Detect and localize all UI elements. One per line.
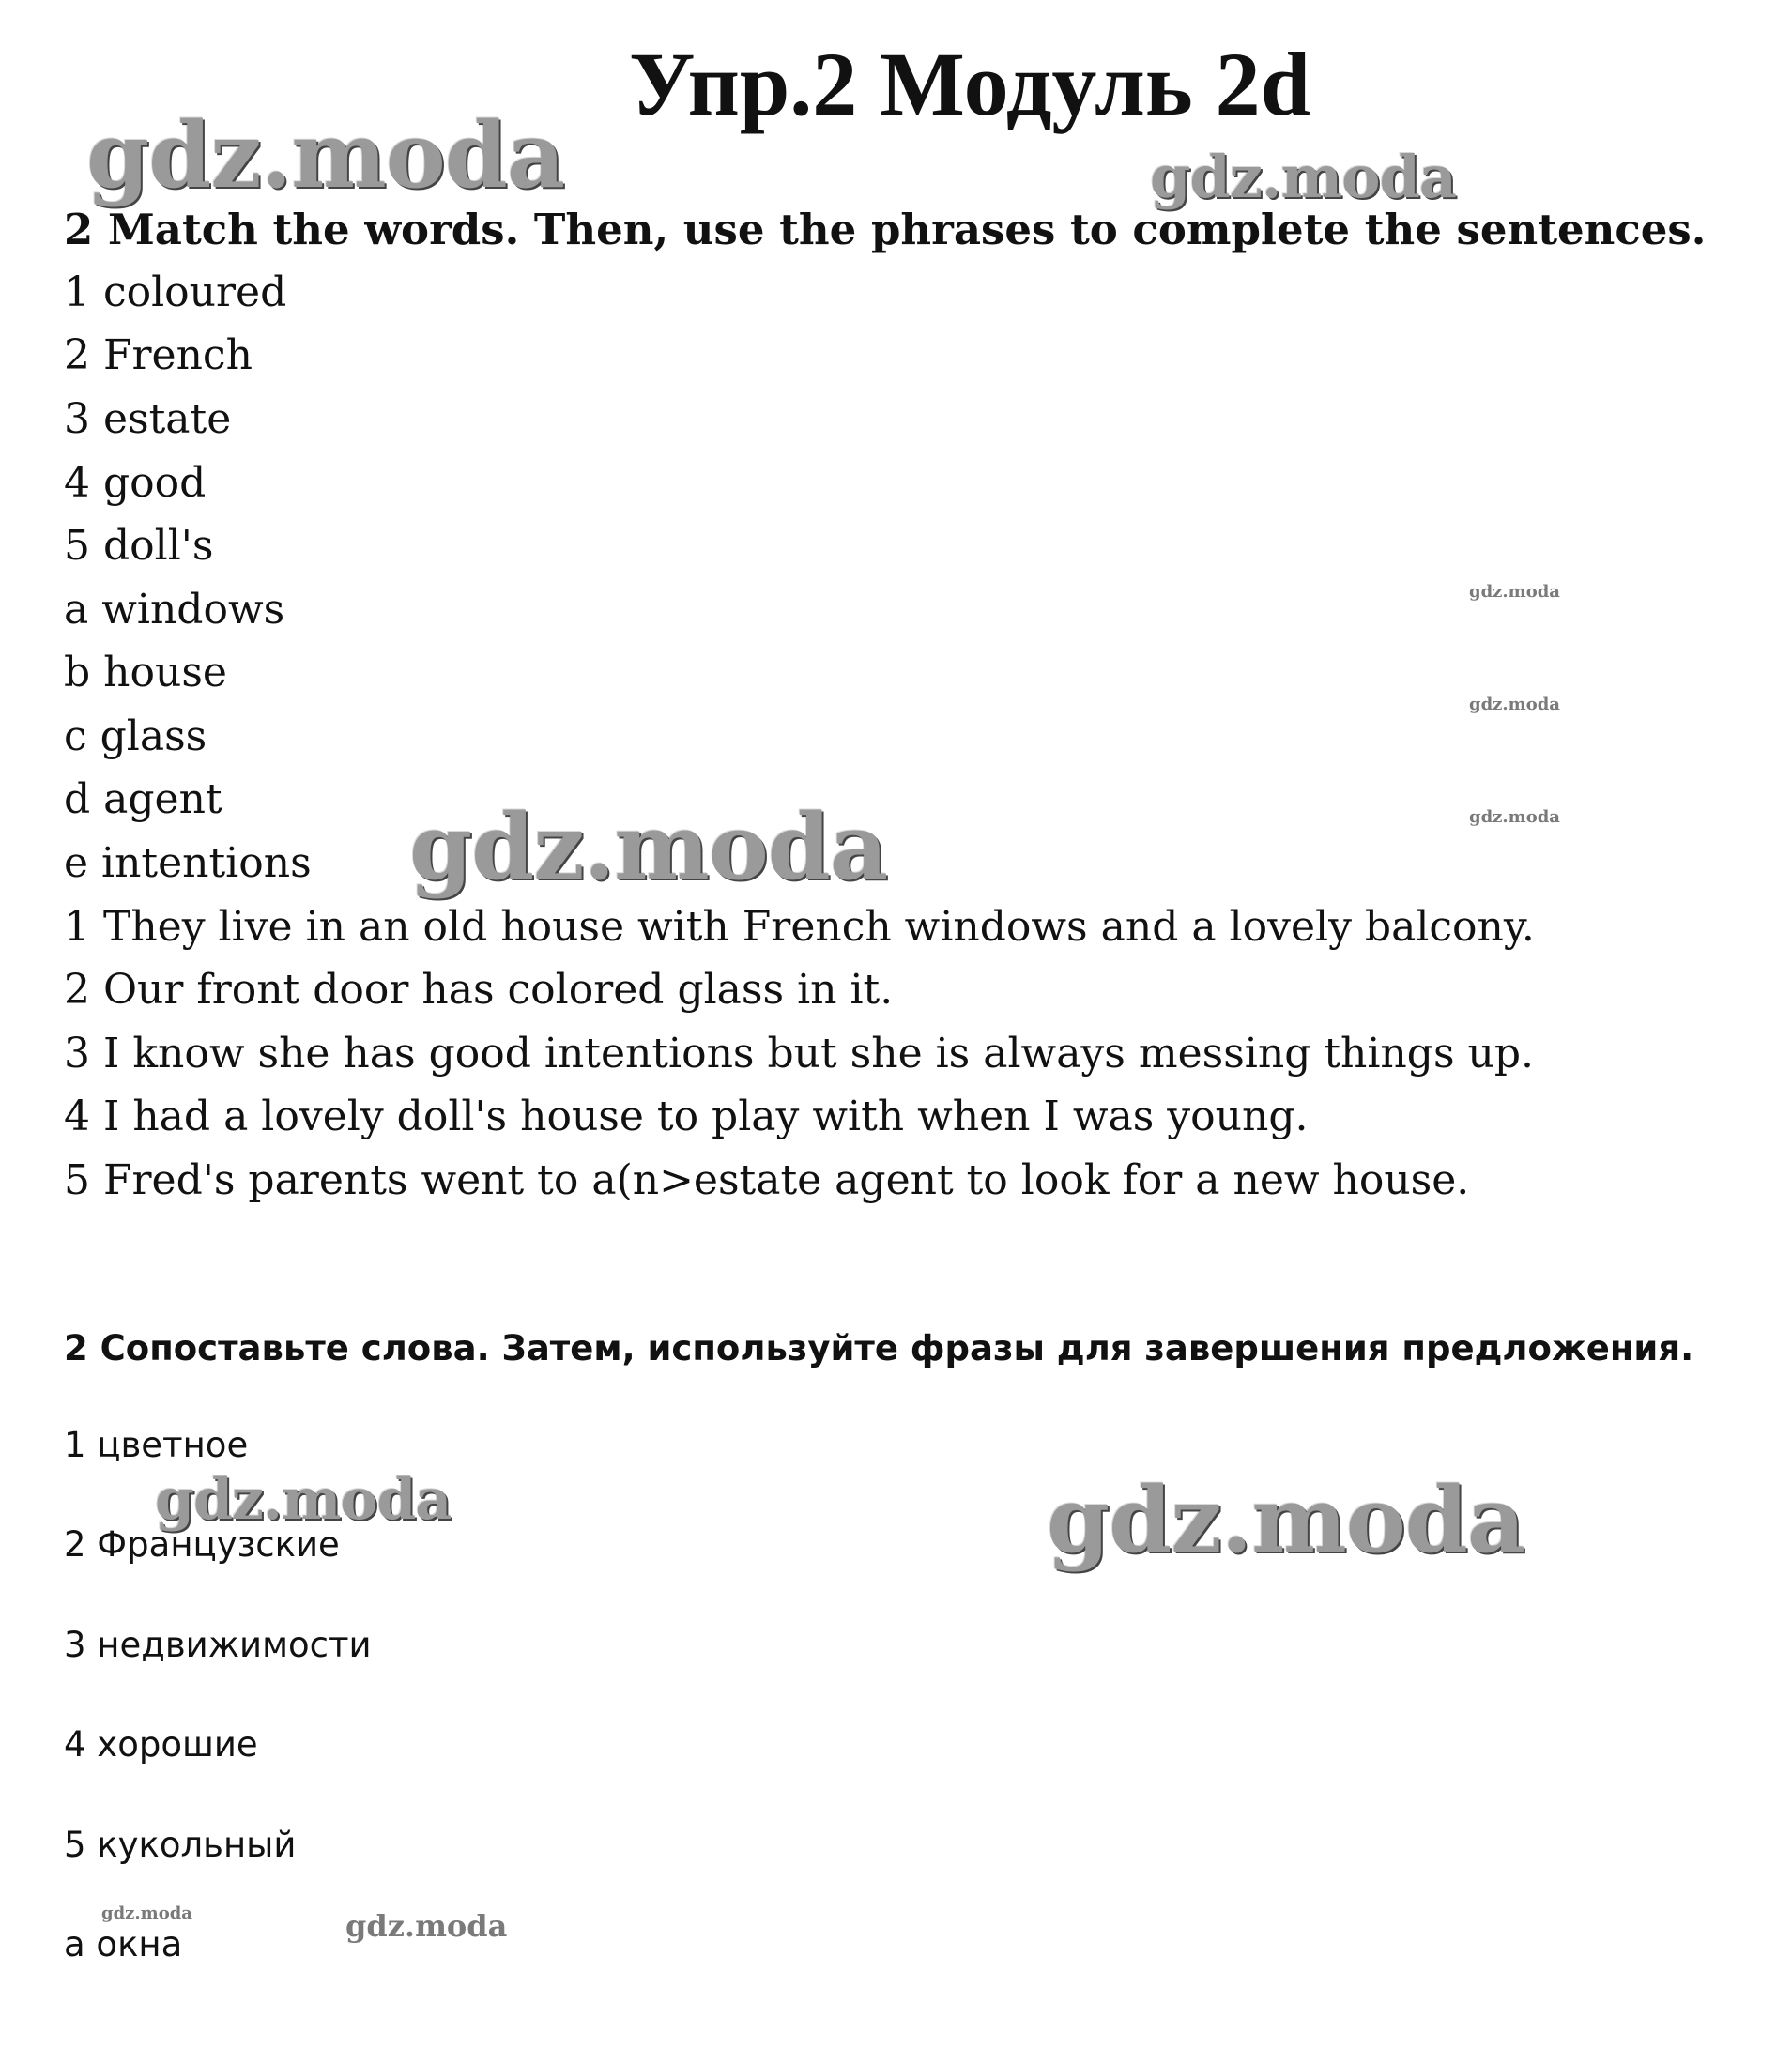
english-option: d agent: [64, 775, 222, 823]
watermark: gdz.moda: [1469, 582, 1560, 602]
english-item: 4 good: [64, 459, 207, 507]
watermark: gdz.moda: [1150, 143, 1456, 211]
english-sentence: 4 I had a lovely doll's house to play with when I was young.: [64, 1093, 1309, 1140]
english-option: e intentions: [64, 839, 312, 887]
russian-item: 3 недвижимости: [64, 1625, 372, 1665]
russian-item: 2 Французские: [64, 1524, 340, 1565]
russian-item: 1 цветное: [64, 1425, 249, 1465]
english-instruction: 2 Match the words. Then, use the phrases to complete the sentences.: [64, 205, 1707, 254]
page-title: Упр.2 Модуль 2d: [629, 34, 1311, 134]
watermark: gdz.moda: [155, 1467, 452, 1533]
watermark: gdz.moda: [1047, 1467, 1525, 1573]
watermark: gdz.moda: [345, 1908, 508, 1944]
english-item: 2 French: [64, 331, 253, 379]
russian-item: 5 кукольный: [64, 1825, 297, 1865]
russian-item: 4 хорошие: [64, 1724, 258, 1765]
russian-option: а окна: [64, 1924, 183, 1965]
english-sentence: 2 Our front door has colored glass in it.: [64, 966, 894, 1014]
english-sentence: 1 They live in an old house with French windows and a lovely balcony.: [64, 903, 1535, 951]
english-item: 1 coloured: [64, 268, 287, 316]
watermark: gdz.moda: [86, 102, 565, 208]
english-option: a windows: [64, 586, 285, 634]
english-sentence: 5 Fred's parents went to a(n>estate agent to look for a new house.: [64, 1156, 1470, 1204]
watermark: gdz.moda: [1469, 695, 1560, 714]
watermark: gdz.moda: [101, 1903, 192, 1923]
english-option: b house: [64, 649, 227, 696]
watermark: gdz.moda: [1469, 807, 1560, 827]
english-item: 3 estate: [64, 395, 232, 443]
english-option: c glass: [64, 712, 207, 760]
english-item: 5 doll's: [64, 522, 214, 570]
english-sentence: 3 I know she has good intentions but she is always messing things up.: [64, 1030, 1534, 1078]
watermark: gdz.moda: [409, 794, 888, 900]
russian-instruction: 2 Сопоставьте слова. Затем, используйте фразы для завершения предложения.: [64, 1328, 1694, 1368]
